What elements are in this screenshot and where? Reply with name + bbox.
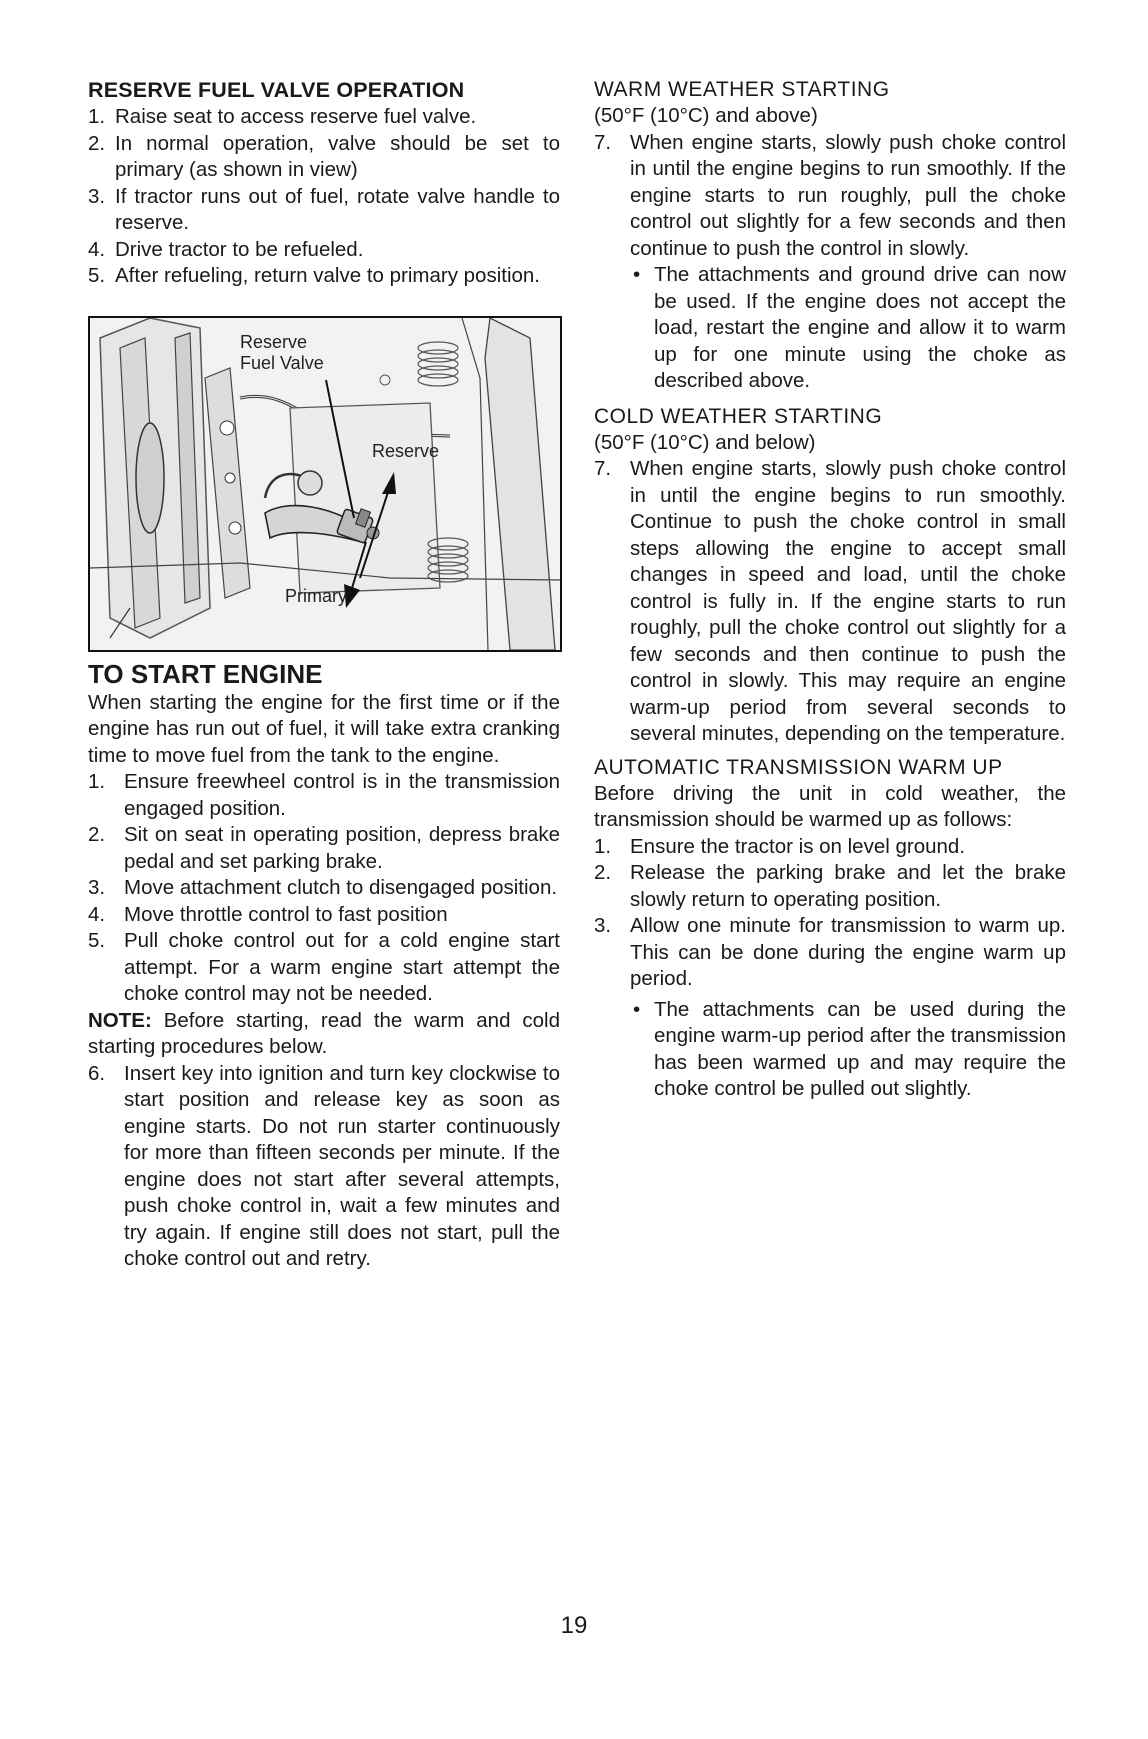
automatic-transmission-heading: AUTOMATIC TRANSMISSION WARM UP <box>594 755 1003 779</box>
start-engine-heading: TO START ENGINE <box>88 658 323 689</box>
figure-label-reserve-fuel-valve-line2: Fuel Valve <box>240 352 324 373</box>
cold-weather-subheading: (50°F (10°C) and below) <box>594 430 816 454</box>
start-step-6-list <box>88 1061 560 1273</box>
list-item: 2. In normal operation, valve should be set to primary (as shown in view) <box>88 131 560 181</box>
start-engine-intro: When starting the engine for the first time or if the engine has run out of fuel, it will take extra cranking time to move fuel from the tank to the engine. <box>88 690 560 767</box>
reserve-fuel-valve-figure <box>88 316 562 652</box>
right-column <box>594 76 1066 1103</box>
list-item: • The attachments can be used during the engine warm-up period after the transmission has been warmed up and may require the choke control be pulled out slightly. <box>630 997 1066 1103</box>
note-text: Before starting, read the warm and cold starting procedures below. <box>88 1008 560 1058</box>
automatic-transmission-bullet-list <box>630 997 1066 1103</box>
list-item: 7. When engine starts, slowly push choke control in until the engine begins to run smoothly. Continue to push the choke control in small steps allowing the engine to accept small changes in speed and load, until the choke control is fully in. If the engine starts to run roughly, pull the choke control out slightly for a few seconds and then continue to push the control in slowly. This may require an engine warm-up period from several seconds to several minutes, depending on the temperature. <box>594 457 1066 745</box>
automatic-transmission-intro: Before driving the unit in cold weather, the transmission should be warmed up as follows: <box>594 781 1066 831</box>
cold-weather-heading: COLD WEATHER STARTING <box>594 404 883 428</box>
figure-label-reserve-fuel-valve-line1: Reserve <box>240 331 308 352</box>
figure-label-primary: Primary <box>285 585 347 606</box>
cold-steps-list <box>594 456 1066 748</box>
list-item: 4. Drive tractor to be refueled. <box>88 237 364 261</box>
left-column <box>88 76 560 1273</box>
list-item: 6. Insert key into ignition and turn key clockwise to start position and release key as soon as engine starts. Do not run starter continuously for more than fifteen seconds per minute. If the engine does not start after several attempts, push choke control in, wait a few minutes and try again. If engine still does not start, pull the choke control out and retry. <box>88 1061 560 1270</box>
list-item: • The attachments and ground drive can now be used. If the engine does not accept the load, restart the engine and allow it to warm up for one minute using the choke as described above. <box>630 262 1066 395</box>
list-item: 3. Move attachment clutch to disengaged position. <box>88 876 558 899</box>
list-item: 1. Ensure the tractor is on level ground. <box>594 834 966 858</box>
list-item: 1. Raise seat to access reserve fuel valve. <box>88 105 477 128</box>
note-paragraph <box>88 1008 560 1061</box>
list-item: 2. Release the parking brake and let the brake slowly return to operating position. <box>594 861 1066 911</box>
warm-weather-subheading: (50°F (10°C) and above) <box>594 104 818 127</box>
list-item: 5. After refueling, return valve to primary position. <box>88 264 540 287</box>
list-item: 5. Pull choke control out for a cold engine start attempt. For a warm engine start attempt the choke control may not be needed. <box>88 929 560 1005</box>
warm-bullet-list <box>630 262 1066 395</box>
page-number: 19 <box>560 1612 588 1639</box>
list-item: 2. Sit on seat in operating position, depress brake pedal and set parking brake. <box>88 823 560 873</box>
figure-label-reserve: Reserve <box>372 440 440 461</box>
list-item: 1. Ensure freewheel control is in the transmission engaged position. <box>88 770 560 820</box>
reserve-fuel-heading: RESERVE FUEL VALVE OPERATION <box>88 78 465 102</box>
automatic-transmission-steps-list <box>594 834 1066 993</box>
reserve-steps-list <box>88 104 560 290</box>
list-item: 7. When engine starts, slowly push choke control in until the engine begins to run smoothly. If the engine starts to run roughly, pull the choke control out slightly for a few seconds and then continue to push the control in slowly. <box>594 130 1066 260</box>
warm-weather-heading: WARM WEATHER STARTING <box>594 78 890 101</box>
list-item: 3. If tractor runs out of fuel, rotate valve handle to reserve. <box>88 184 560 234</box>
warm-steps-list <box>594 130 1066 263</box>
list-item: 3. Allow one minute for transmission to warm up. This can be done during the engine warm up period. <box>594 914 1066 990</box>
note-label: NOTE: <box>88 1008 152 1032</box>
start-steps-list <box>88 769 560 1008</box>
list-item: 4. Move throttle control to fast position <box>88 902 448 926</box>
